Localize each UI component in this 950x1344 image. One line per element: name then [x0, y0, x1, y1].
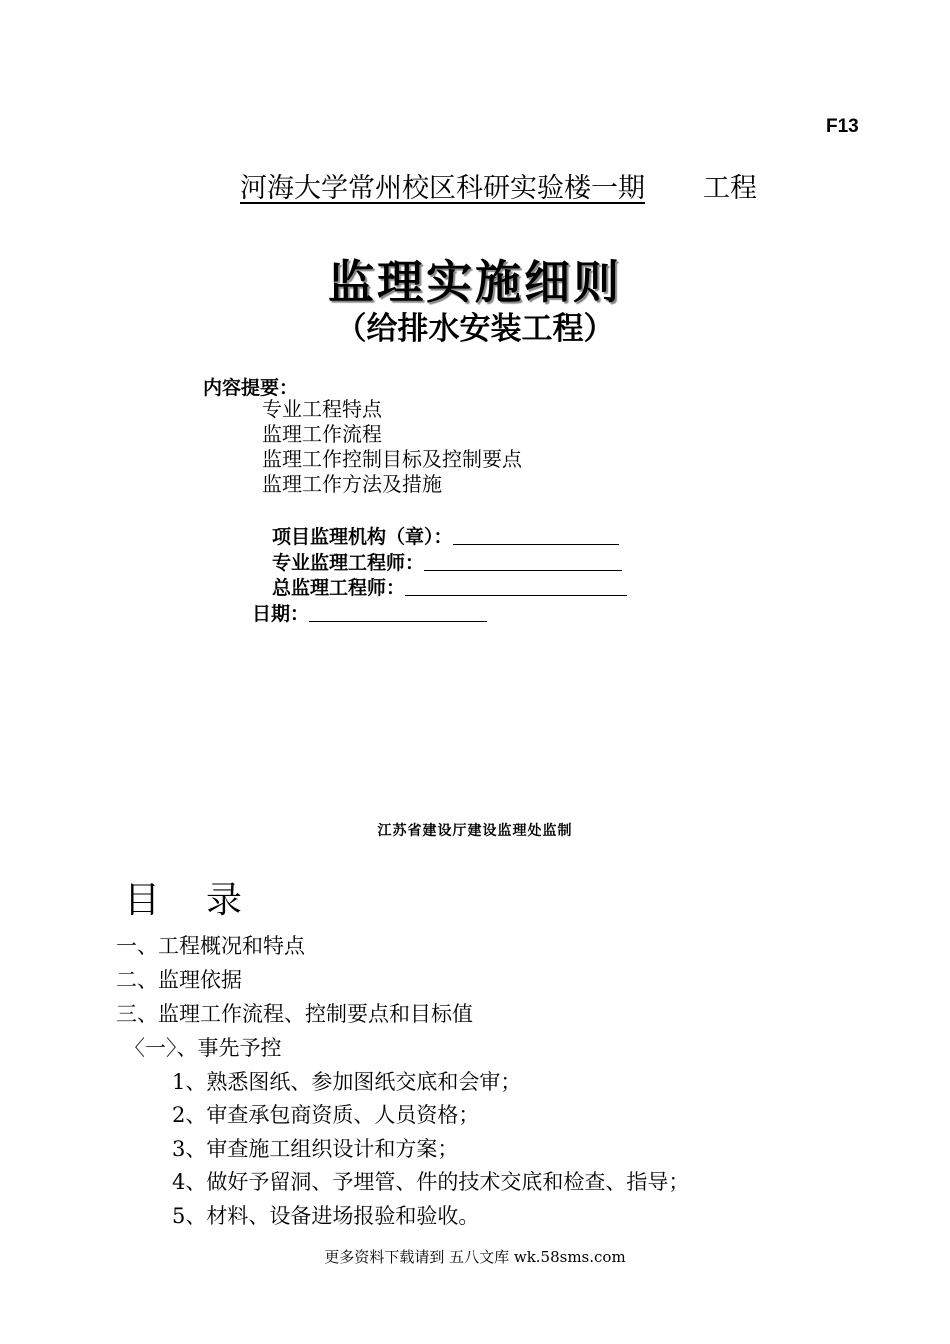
signature-chief-row — [272, 573, 627, 600]
project-line — [190, 166, 757, 205]
toc-item: 一、工程概况和特点 — [116, 934, 305, 958]
signature-chief-blank[interactable] — [405, 577, 627, 596]
toc-item: 2、审查承包商资质、人员资格； — [172, 1103, 480, 1127]
footer-link[interactable]: 更多资料下载请到 五八文库 wk.58sms.com — [324, 1248, 626, 1266]
toc-item: 〈一〉、事先予控 — [124, 1036, 282, 1060]
signature-date-blank[interactable] — [309, 603, 487, 622]
issuer: 江苏省建设厅建设监理处监制 — [377, 823, 573, 839]
document-subtitle: （给排水安装工程） — [335, 311, 615, 347]
signature-specialist-label: 专业监理工程师： — [272, 552, 425, 574]
signature-date-row — [252, 599, 487, 626]
summary-list — [262, 397, 522, 497]
signature-specialist-row — [272, 548, 622, 575]
summary-item: 监理工作控制目标及控制要点 — [262, 447, 522, 471]
project-name: 河海大学常州校区科研实验楼一期 — [240, 173, 645, 204]
toc-item: 三、监理工作流程、控制要点和目标值 — [116, 1002, 473, 1026]
signature-specialist-blank[interactable] — [424, 552, 622, 571]
summary-item: 监理工作方法及措施 — [262, 472, 442, 496]
document-title: 监理实施细则 — [328, 255, 622, 309]
toc-item: 5、材料、设备进场报验和验收。 — [172, 1204, 480, 1228]
signature-date-label: 日期： — [252, 603, 310, 625]
form-code: F13 — [826, 116, 859, 137]
signature-org-blank[interactable] — [453, 526, 619, 545]
toc-title: 目录 — [124, 880, 289, 921]
summary-label: 内容提要： — [203, 377, 299, 399]
summary-item: 专业工程特点 — [262, 397, 382, 421]
summary-item: 监理工作流程 — [262, 422, 382, 446]
signature-org-label: 项目监理机构（章）： — [272, 526, 453, 548]
signature-chief-label: 总监理工程师： — [272, 577, 406, 599]
toc-item: 二、监理依据 — [116, 968, 242, 992]
toc-item: 1、熟悉图纸、参加图纸交底和会审； — [172, 1070, 522, 1094]
toc-item: 3、审查施工组织设计和方案； — [172, 1137, 459, 1161]
signature-org-row — [272, 522, 619, 549]
toc-item: 4、做好予留洞、予埋管、件的技术交底和检查、指导； — [172, 1170, 690, 1194]
project-suffix: 工程 — [703, 173, 757, 204]
